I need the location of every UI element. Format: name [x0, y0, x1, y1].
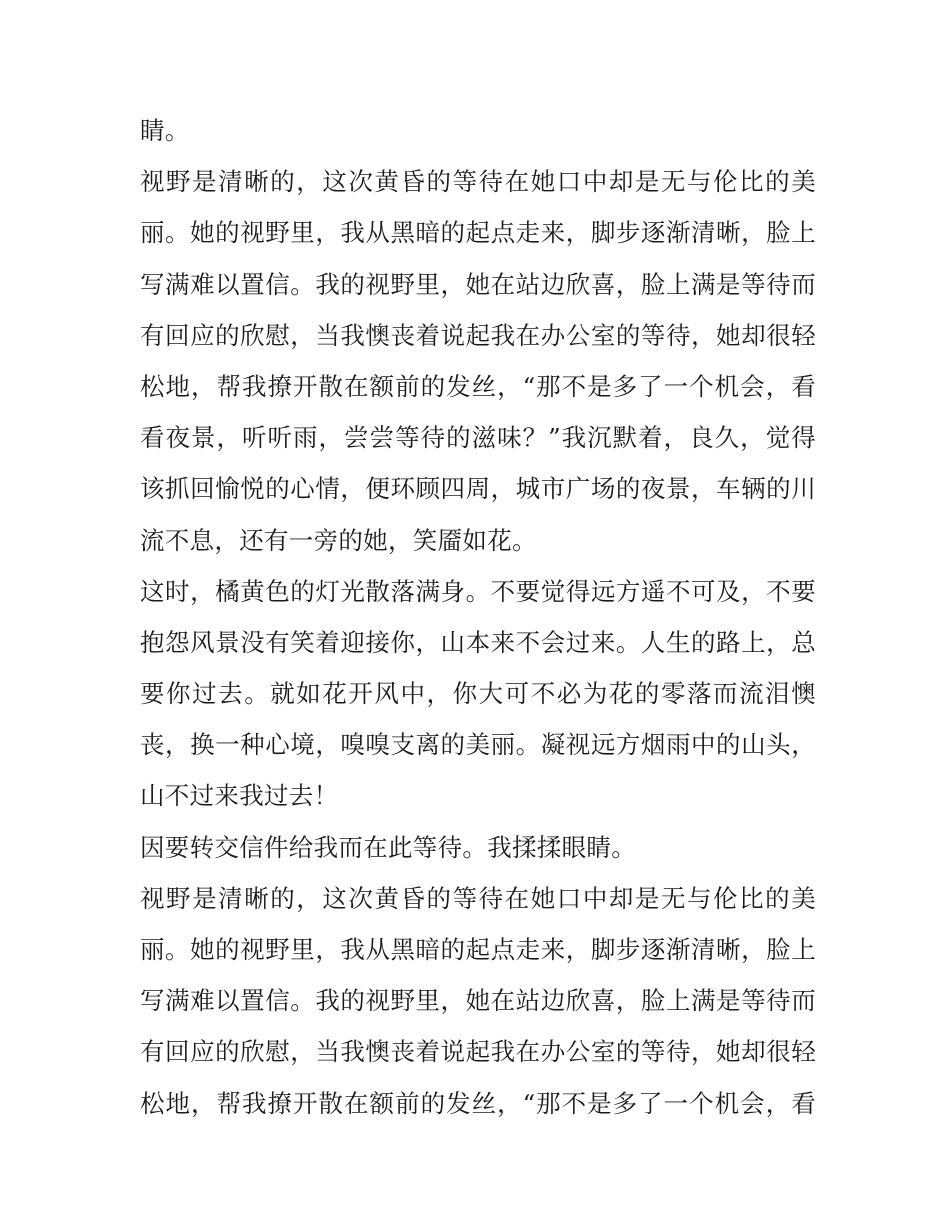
- text-line: 有回应的欣慰，当我懊丧着说起我在办公室的等待，她却很轻: [140, 1037, 816, 1067]
- text-line: 流不息，还有一旁的她，笑靥如花。: [140, 525, 537, 555]
- text-line: 抱怨风景没有笑着迎接你，山本来不会过来。人生的路上，总: [140, 627, 816, 657]
- text-line: 看夜景，听听雨，尝尝等待的滋味？”我沉默着，良久，觉得: [140, 423, 816, 453]
- text-line: 视野是清晰的，这次黄昏的等待在她口中却是无与伦比的美: [140, 167, 816, 197]
- text-line: 写满难以置信。我的视野里，她在站边欣喜，脸上满是等待而: [140, 269, 816, 299]
- document-page: [140, 105, 816, 1129]
- text-line: 这时，橘黄色的灯光散落满身。不要觉得远方遥不可及，不要: [140, 576, 816, 606]
- text-line: 有回应的欣慰，当我懊丧着说起我在办公室的等待，她却很轻: [140, 320, 816, 350]
- text-line: 写满难以置信。我的视野里，她在站边欣喜，脸上满是等待而: [140, 986, 816, 1016]
- text-line: 丽。她的视野里，我从黑暗的起点走来，脚步逐渐清晰，脸上: [140, 935, 816, 964]
- text-line: 丧，换一种心境，嗅嗅支离的美丽。凝视远方烟雨中的山头，: [140, 730, 816, 760]
- text-line: 该抓回愉悦的心情，便环顾四周，城市广场的夜景，车辆的川: [140, 474, 816, 504]
- text-line: 松地，帮我撩开散在额前的发丝，“那不是多了一个机会，看: [140, 1088, 816, 1118]
- text-line: 山不过来我过去！: [140, 781, 339, 811]
- text-line: 睛。: [140, 116, 190, 145]
- text-line: 因要转交信件给我而在此等待。我揉揉眼睛。: [140, 832, 636, 862]
- text-line: 视野是清晰的，这次黄昏的等待在她口中却是无与伦比的美: [140, 883, 816, 913]
- text-line: 松地，帮我撩开散在额前的发丝，“那不是多了一个机会，看: [140, 371, 816, 401]
- text-line: 要你过去。就如花开风中，你大可不必为花的零落而流泪懊: [140, 679, 816, 709]
- text-line: 丽。她的视野里，我从黑暗的起点走来，脚步逐渐清晰，脸上: [140, 218, 816, 248]
